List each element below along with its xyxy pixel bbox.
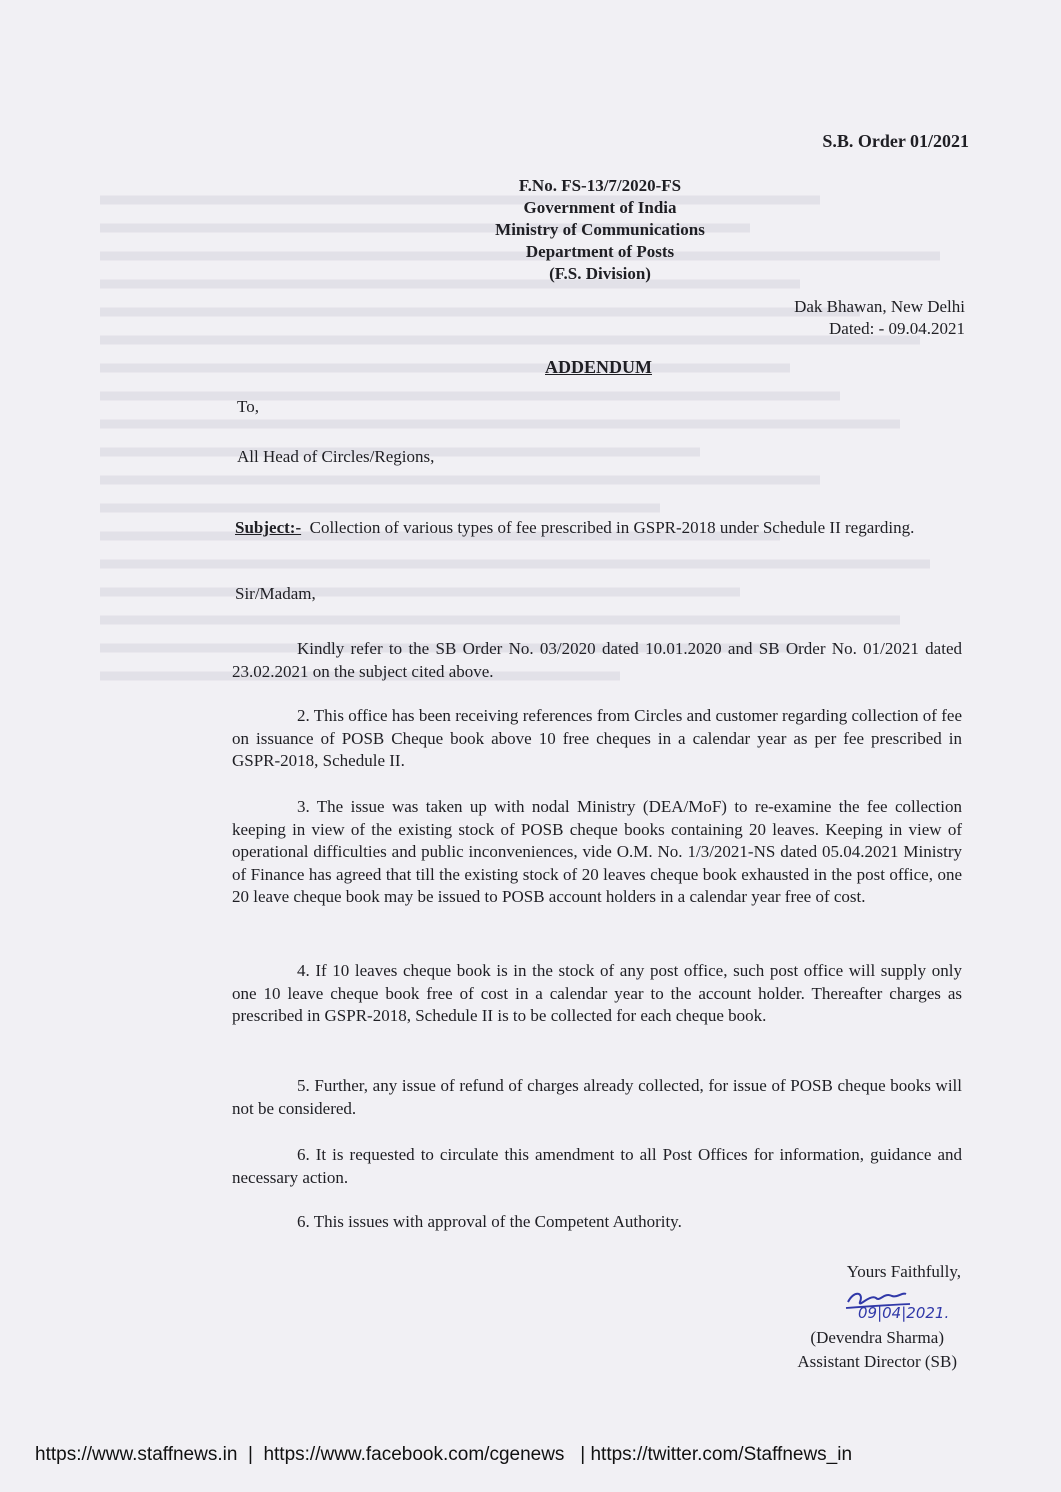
document-title: ADDENDUM	[545, 357, 652, 377]
signatory	[797, 1326, 957, 1374]
signatory-name: (Devendra Sharma)	[810, 1328, 944, 1347]
closing: Yours Faithfully,	[846, 1262, 961, 1281]
ministry-name: Ministry of Communications	[495, 220, 705, 239]
file-number: F.No. FS-13/7/2020-FS	[518, 176, 682, 195]
paragraph-5: 5. Further, any issue of refund of charges already collected, for issue of POSB cheque books will not be considered.	[232, 1076, 962, 1118]
subject-label: Subject:-	[235, 518, 302, 537]
letterhead	[440, 175, 760, 285]
division-name: (F.S. Division)	[549, 264, 651, 283]
department-name: Department of Posts	[525, 242, 675, 261]
signatory-designation: Assistant Director (SB)	[797, 1352, 957, 1371]
addressee: All Head of Circles/Regions,	[237, 447, 435, 466]
salutation: Sir/Madam,	[235, 584, 316, 603]
paragraph-6: 6. It is requested to circulate this amendment to all Post Offices for information, guidance and necessary action.	[232, 1145, 962, 1187]
paragraph-7: 6. This issues with approval of the Competent Authority.	[297, 1212, 682, 1231]
to-label: To,	[237, 397, 259, 416]
paragraph-2: 2. This office has been receiving references from Circles and customer regarding collection of fee on issuance of POSB Cheque book above 10 free cheques in a calendar year as per fee prescribed in GSPR-2018, Schedule II.	[232, 706, 962, 770]
paragraph-3: 3. The issue was taken up with nodal Ministry (DEA/MoF) to re-examine the fee collection keeping in view of the existing stock of POSB cheque books containing 20 leaves. Keeping in view of operational difficulties and public inconveniences, vide O.M. No. 1/3/2021-NS dated 05.04.2021 Ministry of Finance has agreed that till the existing stock of 20 leaves cheque book exhausted in the post office, one 20 leave cheque book may be issued to POSB account holders in a calendar year free of cost.	[232, 797, 962, 906]
footer-links[interactable]: https://www.staffnews.in | https://www.facebook.com/cgenews | https://twitter.com/Staffnews_in	[35, 1444, 853, 1465]
government-name: Government of India	[523, 198, 677, 217]
handwritten-signature	[840, 1284, 1010, 1324]
paragraph-4: 4. If 10 leaves cheque book is in the stock of any post office, such post office will supply only one 10 leave cheque book free of cost in a calendar year to the account holder. Thereafter charges as prescribed in GSPR-2018, Schedule II is to be collected for each cheque book.	[232, 961, 962, 1025]
date: Dated: - 09.04.2021	[829, 319, 965, 338]
place: Dak Bhawan, New Delhi	[794, 297, 965, 316]
subject-line	[235, 517, 955, 539]
paragraph-1: Kindly refer to the SB Order No. 03/2020 dated 10.01.2020 and SB Order No. 01/2021 dated 23.02.2021 on the subject cited above.	[232, 639, 962, 681]
place-and-date	[794, 296, 965, 340]
subject-text: Collection of various types of fee prescribed in GSPR-2018 under Schedule II regarding.	[309, 518, 915, 537]
signature-date: 09|04|2021.	[858, 1304, 950, 1322]
order-number: S.B. Order 01/2021	[822, 131, 969, 151]
